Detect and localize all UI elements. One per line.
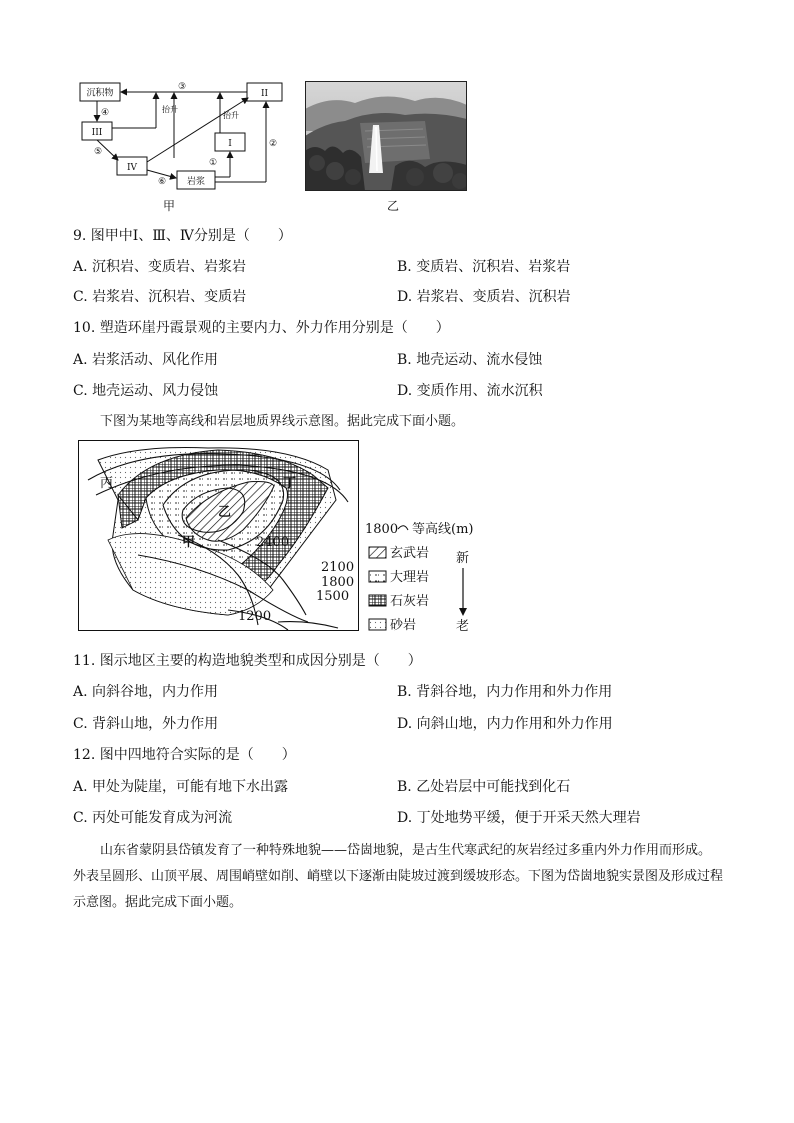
label-uplift-right: 抬升	[223, 111, 239, 120]
q11-stem: 11. 图示地区主要的构造地貌类型和成因分别是（ ）	[73, 653, 422, 669]
num-1: ①	[209, 158, 218, 168]
label-jia: 甲	[182, 535, 196, 550]
q9-option-b[interactable]: B. 变质岩、沉积岩、岩浆岩	[397, 259, 571, 275]
contour-2400: 2400	[256, 535, 290, 550]
label-yi: 乙	[218, 505, 232, 520]
legend-marble: 大理岩	[390, 570, 430, 585]
q10-stem: 10. 塑造环崖丹霞景观的主要内力、外力作用分别是（ ）	[73, 320, 450, 336]
rock-cycle-diagram	[70, 78, 290, 196]
box-iv: IV	[126, 163, 138, 173]
num-6: ⑥	[158, 177, 167, 187]
contour-2100: 2100	[321, 560, 355, 575]
caption-jia: 甲	[163, 199, 176, 213]
legend-old: 老	[456, 619, 470, 632]
num-2: ②	[269, 139, 278, 149]
q11-option-d[interactable]: D. 向斜山地，内力作用和外力作用	[397, 716, 613, 732]
q12-stem: 12. 图中四地符合实际的是（ ）	[73, 747, 296, 763]
label-bing: 丙	[100, 476, 114, 491]
contour-1500: 1500	[316, 589, 350, 604]
legend-contour-number: 1800	[365, 522, 399, 537]
q12-option-b[interactable]: B. 乙处岩层中可能找到化石	[397, 779, 571, 795]
box-iii: III	[91, 128, 103, 138]
q12-option-c[interactable]: C. 丙处可能发育成为河流	[73, 810, 233, 826]
q11-option-b[interactable]: B. 背斜谷地，内力作用和外力作用	[397, 684, 613, 700]
legend-limestone: 石灰岩	[390, 594, 430, 609]
contour-geology-map	[78, 440, 488, 632]
q11-option-a[interactable]: A. 向斜谷地，内力作用	[73, 684, 219, 700]
q9-option-c[interactable]: C. 岩浆岩、沉积岩、变质岩	[73, 289, 247, 305]
num-5: ⑤	[94, 147, 103, 157]
q9-option-d[interactable]: D. 岩浆岩、变质岩、沉积岩	[397, 289, 571, 305]
q11-option-c[interactable]: C. 背斜山地，外力作用	[73, 716, 219, 732]
q12-option-a[interactable]: A. 甲处为陡崖，可能有地下水出露	[73, 779, 289, 795]
contour-1800: 1800	[321, 575, 355, 590]
q10-option-d[interactable]: D. 变质作用、流水沉积	[397, 383, 543, 399]
q10-option-a[interactable]: A. 岩浆活动、风化作用	[73, 352, 219, 368]
box-i: I	[228, 139, 232, 149]
box-magma: 岩浆	[186, 177, 206, 187]
num-4: ④	[101, 108, 110, 118]
box-sediment: 沉积物	[86, 88, 114, 99]
intro-daigu-landform: 山东省蒙阴县岱镇发育了一种特殊地貌——岱崮地貌，是古生代寒武纪的灰岩经过多重内外力作用而形成。外表呈圆形、山顶平展、周围峭壁如削、峭壁以下逐渐由陡坡过渡到缓坡形态。下图为岱崮地貌实景图及形成过程示意图。据此完成下面小题。	[73, 843, 724, 910]
q9-option-a[interactable]: A. 沉积岩、变质岩、岩浆岩	[73, 259, 247, 275]
contour-1200: 1200	[238, 609, 272, 624]
waterfall-photo	[305, 81, 467, 191]
q12-option-d[interactable]: D. 丁处地势平缓，便于开采天然大理岩	[397, 810, 641, 826]
intro-contour-figure: 下图为某地等高线和岩层地质界线示意图。据此完成下面小题。	[100, 414, 465, 429]
label-uplift-left: 抬升	[162, 105, 178, 114]
legend-basalt: 玄武岩	[390, 546, 430, 561]
legend-contour-text: 等高线(m)	[412, 522, 474, 537]
legend-sandstone: 砂岩	[390, 618, 417, 632]
q10-option-c[interactable]: C. 地壳运动、风力侵蚀	[73, 383, 219, 399]
q10-option-b[interactable]: B. 地壳运动、流水侵蚀	[397, 352, 543, 368]
legend-new: 新	[456, 551, 470, 566]
caption-yi: 乙	[387, 199, 400, 213]
num-3: ③	[178, 82, 187, 92]
q9-stem: 9. 图甲中Ⅰ、Ⅲ、Ⅳ分别是（ ）	[73, 228, 292, 244]
label-ding: 丁	[283, 476, 297, 491]
box-ii: II	[260, 89, 269, 99]
